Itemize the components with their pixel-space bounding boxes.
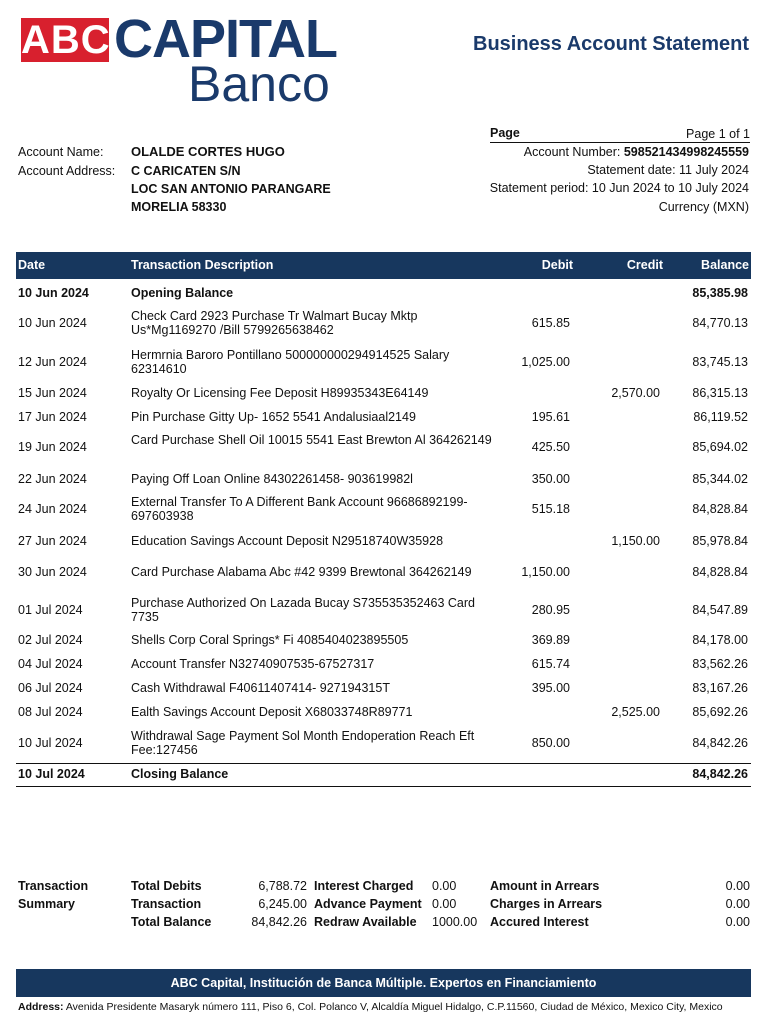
row-balance: 85,978.84 bbox=[692, 534, 748, 548]
account-number: 598521434998245559 bbox=[623, 145, 749, 159]
closing-divider-top bbox=[16, 763, 751, 764]
summary-value: 6,245.00 bbox=[258, 897, 307, 911]
page-label: Page bbox=[490, 126, 520, 140]
row-description: Cash Withdrawal F40611407414- 927194315T bbox=[131, 681, 390, 695]
summary-title-1: Transaction bbox=[18, 879, 89, 893]
summary-label: Total Debits bbox=[131, 879, 202, 893]
row-description: External Transfer To A Different Bank Account 96686892199- 697603938 bbox=[131, 495, 468, 523]
account-name: OLALDE CORTES HUGO bbox=[131, 144, 285, 159]
summary-value: 6,788.72 bbox=[258, 879, 307, 893]
row-balance: 86,315.13 bbox=[692, 386, 748, 400]
footer-address-text: Avenida Presidente Masaryk número 111, Piso 6, Col. Polanco V, Alcaldía Miguel Hidalgo, C.P.11560, Ciudad de México, Mexico City, Mexico bbox=[65, 1001, 723, 1013]
row-date: 24 Jun 2024 bbox=[18, 502, 87, 516]
summary-value: 0.00 bbox=[432, 879, 457, 893]
row-date: 17 Jun 2024 bbox=[18, 410, 87, 424]
row-date: 12 Jun 2024 bbox=[18, 355, 87, 369]
statement-period: Statement period: 10 Jun 2024 to 10 July 2024 bbox=[489, 181, 749, 195]
row-balance: 84,547.89 bbox=[692, 603, 748, 617]
account-name-label: Account Name: bbox=[18, 145, 104, 159]
header-credit: Credit bbox=[626, 258, 663, 272]
row-debit: 425.50 bbox=[531, 440, 570, 454]
row-balance: 84,178.00 bbox=[692, 633, 748, 647]
summary-label: Accured Interest bbox=[490, 915, 589, 929]
row-description: Purchase Authorized On Lazada Bucay S735535352463 Card 7735 bbox=[131, 596, 475, 624]
row-description: Check Card 2923 Purchase Tr Walmart Bucay Mktp Us*Mg1169270 /Bill 5799265638462 bbox=[131, 309, 418, 337]
summary-label: Charges in Arrears bbox=[490, 897, 603, 911]
row-date: 27 Jun 2024 bbox=[18, 534, 87, 548]
logo-abc-mark: ABC bbox=[21, 18, 111, 62]
summary-title-2: Summary bbox=[18, 897, 75, 911]
row-balance: 83,167.26 bbox=[692, 681, 748, 695]
account-number-label: Account Number: bbox=[523, 145, 621, 159]
row-debit: 515.18 bbox=[531, 502, 570, 516]
summary-value: 1000.00 bbox=[432, 915, 478, 929]
row-balance: 84,842.26 bbox=[692, 767, 748, 781]
row-debit: 1,025.00 bbox=[521, 355, 570, 369]
closing-divider-bottom bbox=[16, 786, 751, 787]
row-description: Card Purchase Alabama Abc #42 9399 Brewtonal 364262149 bbox=[131, 565, 472, 579]
row-debit: 395.00 bbox=[531, 681, 570, 695]
summary-label: Transaction bbox=[131, 897, 202, 911]
summary-value: 0.00 bbox=[725, 897, 750, 911]
row-date: 04 Jul 2024 bbox=[18, 657, 83, 671]
account-address-label: Account Address: bbox=[18, 164, 116, 178]
row-description: Education Savings Account Deposit N29518740W35928 bbox=[131, 534, 444, 548]
row-date: 08 Jul 2024 bbox=[18, 705, 83, 719]
currency: Currency (MXN) bbox=[658, 200, 749, 214]
logo-capital-text: CAPITAL bbox=[114, 9, 337, 69]
row-date: 10 Jul 2024 bbox=[18, 736, 83, 750]
row-debit: 615.74 bbox=[531, 657, 570, 671]
address-line-2: LOC SAN ANTONIO PARANGARE bbox=[131, 182, 331, 196]
row-debit: 350.00 bbox=[531, 472, 570, 486]
footer-tagline: ABC Capital, Institución de Banca Múltiple. Expertos en Financiamiento bbox=[16, 969, 751, 997]
row-description: Opening Balance bbox=[131, 286, 234, 300]
summary-value: 84,842.26 bbox=[251, 915, 307, 929]
row-balance: 86,119.52 bbox=[693, 410, 748, 424]
row-debit: 369.89 bbox=[531, 633, 570, 647]
row-date: 10 Jun 2024 bbox=[18, 316, 87, 330]
row-credit: 1,150.00 bbox=[611, 534, 660, 548]
footer-address-label: Address: bbox=[18, 1001, 64, 1013]
row-balance: 85,692.26 bbox=[692, 705, 748, 719]
row-balance: 85,385.98 bbox=[692, 286, 748, 300]
summary-value: 0.00 bbox=[432, 897, 457, 911]
row-description: Ealth Savings Account Deposit X68033748R89771 bbox=[131, 705, 413, 719]
summary-label: Total Balance bbox=[131, 915, 212, 929]
row-debit: 1,150.00 bbox=[521, 565, 570, 579]
footer-address bbox=[18, 1001, 723, 1013]
row-debit: 850.00 bbox=[531, 736, 570, 750]
row-date: 02 Jul 2024 bbox=[18, 633, 83, 647]
header-balance: Balance bbox=[701, 258, 749, 272]
row-balance: 84,828.84 bbox=[692, 502, 748, 516]
page-value: Page 1 of 1 bbox=[686, 127, 750, 141]
summary-label: Amount in Arrears bbox=[490, 879, 600, 893]
row-debit: 280.95 bbox=[531, 603, 570, 617]
row-balance: 83,562.26 bbox=[692, 657, 748, 671]
summary-value: 0.00 bbox=[725, 915, 750, 929]
statement-date: Statement date: 11 July 2024 bbox=[587, 163, 749, 177]
row-balance: 83,745.13 bbox=[692, 355, 748, 369]
row-balance: 85,694.02 bbox=[692, 440, 748, 454]
row-description: Account Transfer N32740907535-67527317 bbox=[131, 657, 375, 671]
page-indicator bbox=[490, 126, 750, 143]
table-header bbox=[16, 252, 751, 279]
row-date: 06 Jul 2024 bbox=[18, 681, 83, 695]
row-description: Hermrnia Baroro Pontillano 500000000294914525 Salary 62314610 bbox=[131, 348, 450, 376]
row-credit: 2,570.00 bbox=[611, 386, 660, 400]
row-balance: 85,344.02 bbox=[692, 472, 748, 486]
row-credit: 2,525.00 bbox=[611, 705, 660, 719]
summary-label: Redraw Available bbox=[314, 915, 417, 929]
document-title: Business Account Statement bbox=[473, 33, 749, 55]
row-description: Withdrawal Sage Payment Sol Month Endoperation Reach Eft Fee:127456 bbox=[131, 729, 475, 757]
logo-banco-text: Banco bbox=[188, 56, 330, 112]
header-date: Date bbox=[18, 258, 46, 272]
header-description: Transaction Description bbox=[131, 258, 274, 272]
summary-value: 0.00 bbox=[725, 879, 750, 893]
row-description: Royalty Or Licensing Fee Deposit H89935343E64149 bbox=[131, 386, 429, 400]
row-balance: 84,828.84 bbox=[692, 565, 748, 579]
row-date: 01 Jul 2024 bbox=[18, 603, 83, 617]
row-description: Card Purchase Shell Oil 10015 5541 East Brewton Al 364262149 bbox=[131, 433, 492, 447]
row-description: Closing Balance bbox=[131, 767, 229, 781]
row-debit: 195.61 bbox=[531, 410, 570, 424]
row-date: 19 Jun 2024 bbox=[18, 440, 87, 454]
address-line-3: MORELIA 58330 bbox=[131, 200, 227, 214]
header-debit: Debit bbox=[541, 258, 573, 272]
row-balance: 84,770.13 bbox=[692, 316, 748, 330]
row-description: Pin Purchase Gitty Up- 1652 5541 Andalusiaal2149 bbox=[131, 410, 416, 424]
row-date: 10 Jun 2024 bbox=[18, 286, 89, 300]
row-date: 10 Jul 2024 bbox=[18, 767, 85, 781]
row-date: 30 Jun 2024 bbox=[18, 565, 87, 579]
row-description: Shells Corp Coral Springs* Fi 4085404023895505 bbox=[131, 633, 409, 647]
row-date: 22 Jun 2024 bbox=[18, 472, 87, 486]
row-balance: 84,842.26 bbox=[692, 736, 748, 750]
summary-label: Interest Charged bbox=[314, 879, 414, 893]
row-date: 15 Jun 2024 bbox=[18, 386, 87, 400]
row-description: Paying Off Loan Online 84302261458- 903619982l bbox=[131, 472, 413, 486]
account-number-row bbox=[524, 145, 749, 159]
summary-label: Advance Payment bbox=[314, 897, 422, 911]
address-line-1: C CARICATEN S/N bbox=[131, 164, 241, 178]
row-debit: 615.85 bbox=[531, 316, 570, 330]
